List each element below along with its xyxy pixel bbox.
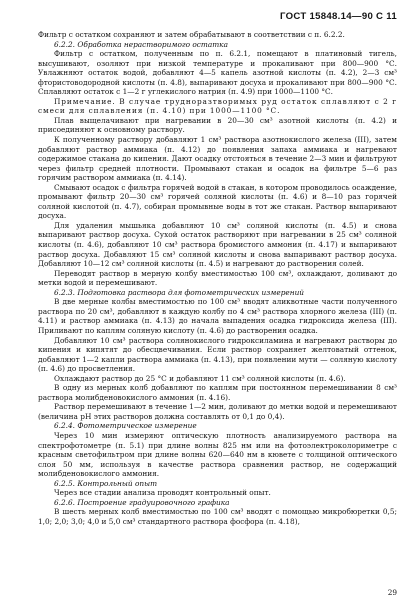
paragraph: Смывают осадок с фильтра горячей водой в стакан, в котором проводилось осаждение, промывают фильтр 20—30 см³ горячей соляной кислоты (п. 4.6) и 8—10 раз горячей соляной кислотой (п. 4.7), собирая промывные воды в тот же стакан. Раствор выпаривают досуха. [38, 182, 397, 221]
paragraph: Через все стадии анализа проводят контрольный опыт. [54, 488, 271, 498]
page-header: ГОСТ 15848.14—90 С 11 [280, 11, 397, 22]
paragraph: Плав выщелачивают при нагревании в 20—30 см³ азотной кислоты (п. 4.2) и присоединяют к основному раствору. [38, 115, 397, 135]
paragraph: Охлаждают раствор до 25 °С и добавляют 11 см³ соляной кислоты (п. 4.6). [54, 373, 346, 383]
paragraph: Раствор перемешивают в течение 1—2 мин, доливают до метки водой и перемешивают (величина pH этих растворов должна составлять от 0,1 до 0,4). [38, 402, 397, 421]
section-heading: 6.2.2. Обработка нерастворимого остатка [54, 39, 228, 49]
paragraph: Переводят раствор в мерную колбу вместимостью 100 см³, охлаждают, доливают до метки водой и перемешивают. [38, 268, 397, 288]
note-paragraph: Примечание. В случае трудноразтворимых руд остаток сплавляют с 2 г смеси для сплавления (п. 4.10) при 1000—1100 °С. [38, 96, 397, 116]
section-heading: 6.2.3. Подготовка раствора для фотометрических измерений [54, 287, 305, 297]
paragraph: К полученному раствору добавляют 1 см³ раствора азотнокислого железа (III), затем добавляют раствор аммиака (п. 4.12) до появления запаха аммиака и нагревают содержимое стакана до кипения. Дают осадку отстояться в течение 2—3 мин и фильтруют через фильтр средней плотности. Промывают стакан и осадок на фильтре 5—6 раз горячим раствором аммиака (п. 4.14). [38, 135, 397, 183]
page-number: 29 [387, 588, 397, 597]
paragraph: В две мерные колбы вместимостью по 100 см³ вводят аликвотные части полученного раствора по 20 см³, добавляют в каждую колбу по 4 см³ раствора хлорного железа (III) (п. 4.11) и раствор аммиака (п. 4.13) до начала выпадения осадка гидроксида железа (III). Приливают по каплям соляную кислоту (п. 4.6) до растворения осадка. [38, 297, 397, 335]
paragraph: В шесть мерных колб вместимостью по 100 см³ вводят с помощью микробюретки 0,5; 1,0; 2,0; 3,0; 4,0 и 5,0 см³ стандартного раствора фосфора (п. 4.18), [38, 507, 397, 526]
paragraph: Фильтр с остатком сохраняют и затем обрабатывают в соответствии с п. 6.2.2. [38, 30, 345, 39]
paragraph: В одну из мерных колб добавляют по каплям при постоянном перемешивании 8 см³ раствора молибденовокислого аммония (п. 4.16). [38, 383, 397, 402]
section-heading: 6.2.5. Контрольный опыт [54, 478, 158, 488]
section-heading: 6.2.6. Построение градуировочного графика [54, 497, 230, 507]
paragraph: Добавляют 10 см³ раствора солянокислого гидроксиламина и нагревают растворы до кипения и кипятят до обесцвечивания. Если раствор сохраняет желтоватый оттенок, добавляют 1—2 капли раствора аммиака (п. 4.13), при появлении мути — соляную кислоту (п. 4.6) до просветления. [38, 335, 397, 374]
section-heading: 6.2.4. Фотометрическое измерение [54, 421, 197, 431]
paragraph: Для удаления мышьяка добавляют 10 см³ соляной кислоты (п. 4.5) и снова выпаривают раствор досуха. Сухой остаток растворяют при нагревании в 25 см³ соляной кислоты (п. 4.6), добавляют 10 см³ раствора бромистого аммония (п. 4.17) и выпаривают раствор досуха. Добавляют 15 см³ соляной кислоты и снова выпаривают раствор досуха. Добавляют 10—12 см³ соляной кислоты (п. 4.5) и нагревают до растворения солей. [38, 220, 397, 269]
document-body [38, 30, 397, 526]
paragraph: Фильтр с остатком, полученным по п. 6.2.1, помещают в платиновый тигель, высушивают, озоляют при низкой температуре и прокаливают при 800—900 °С. Увлажняют остаток водой, добавляют 4—5 капель азотной кислоты (п. 4.2), 2—3 см³ фтористоводородной кислоты (п. 4.8), выпаривают досуха и прокаливают при 800—900 °С. Сплавляют остаток с 1—2 г углекислого натрия (п. 4.9) при 1000—1100 °С. [38, 49, 397, 97]
paragraph: Через 10 мин измеряют оптическую плотность анализируемого раствора на спектрофотометре (п. 5.1) при длине волны 825 нм или на фотоэлектроколориметре с красным светофильтром при длине волны 620—640 нм в кювете с толщиной оптического слоя 50 мм, используя в качестве раствора сравнения раствор, не содержащий молибденовокислого аммония. [38, 430, 397, 479]
